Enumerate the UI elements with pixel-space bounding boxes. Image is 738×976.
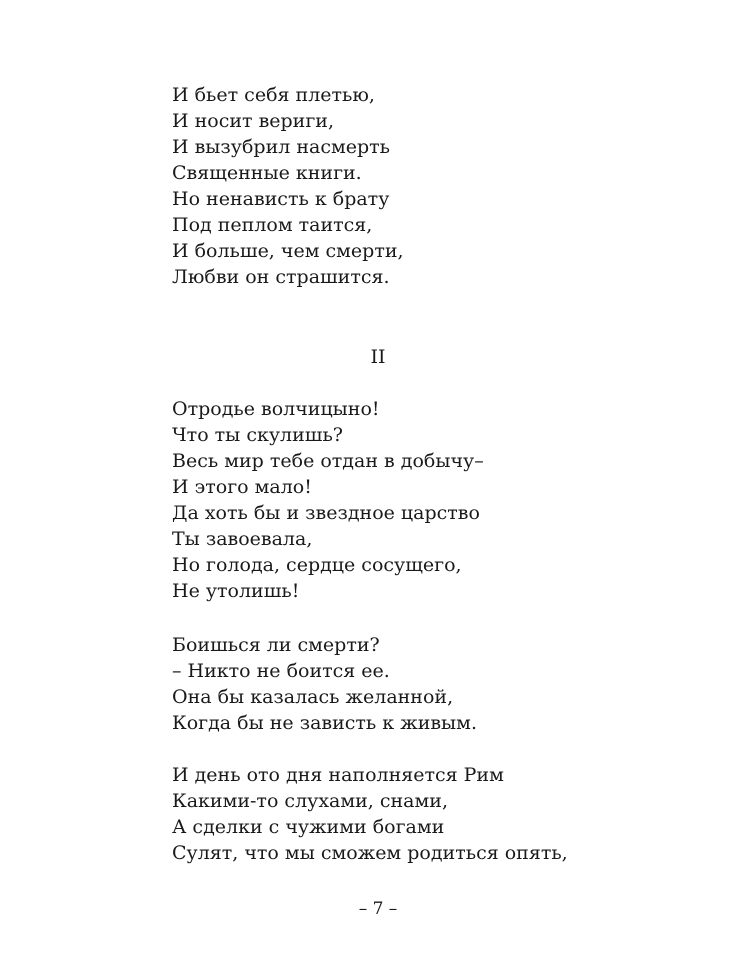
poem-line: Какими-то слухами, снами, — [172, 790, 448, 812]
page-number: – 7 – — [358, 899, 398, 919]
poem-line: Ты завоевала, — [172, 528, 313, 550]
poem-line: Под пеплом таится, — [172, 214, 373, 236]
poem-line: И бьет себя плетью, — [172, 84, 375, 106]
poem-line: Когда бы не зависть к живым. — [172, 712, 477, 734]
poem-line: Она бы казалась желанной, — [172, 686, 454, 708]
poem-line: Что ты скулишь? — [172, 424, 343, 446]
poem-line: Но голода, сердце сосущего, — [172, 554, 462, 576]
poem-line: Да хоть бы и звездное царство — [172, 502, 480, 524]
poem-line: Отродье волчицыно! — [172, 398, 380, 420]
poem-line: А сделки с чужими богами — [172, 816, 445, 838]
poem-line: Священные книги. — [172, 162, 362, 184]
poem-line: Не утолишь! — [172, 580, 300, 602]
poem-line: Весь мир тебе отдан в добычу– — [172, 450, 484, 472]
poem-line: И день ото дня наполняется Рим — [172, 764, 504, 786]
poem-line: – Никто не боится ее. — [172, 660, 390, 682]
poem-line: И больше, чем смерти, — [172, 240, 404, 262]
poem-line: И этого мало! — [172, 476, 312, 498]
poem-line: И вызубрил насмерть — [172, 136, 391, 158]
poem-line: И носит вериги, — [172, 110, 334, 132]
poem-line: Но ненависть к брату — [172, 188, 390, 210]
poem-line: Любви он страшится. — [172, 266, 390, 288]
section-numeral: II — [370, 346, 386, 368]
poem-line: Боишься ли смерти? — [172, 634, 380, 656]
poem-line: Сулят, что мы сможем родиться опять, — [172, 842, 568, 864]
